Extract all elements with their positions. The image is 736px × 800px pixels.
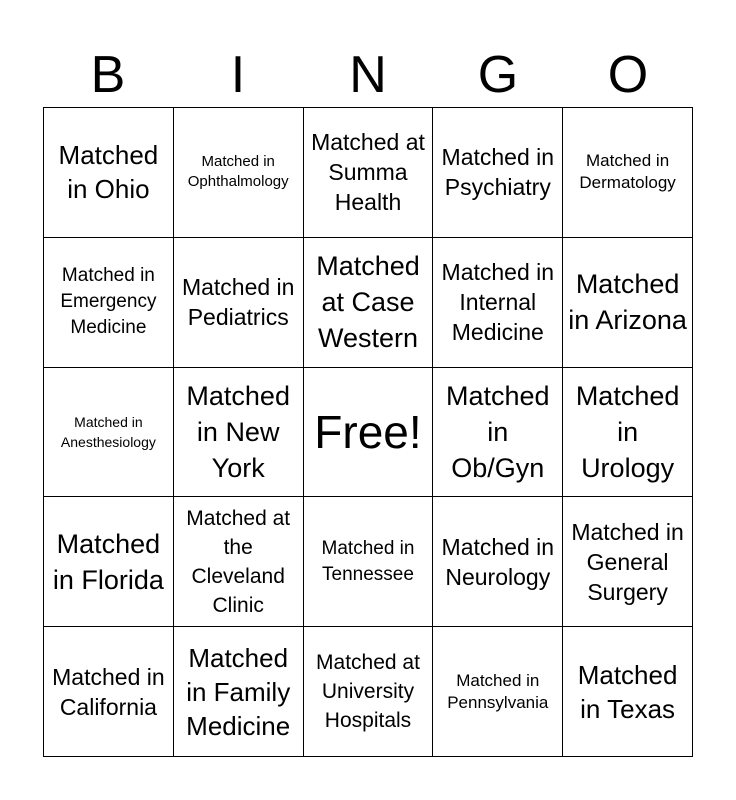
- cell-label: Matched in General Surgery: [571, 518, 684, 605]
- bingo-cell-r5-c1[interactable]: [44, 627, 174, 757]
- bingo-cell-r4-c4[interactable]: [433, 497, 563, 627]
- bingo-cell-r4-c1[interactable]: [44, 497, 174, 627]
- cell-label: Matched in New York: [186, 380, 290, 483]
- cell-label: Matched in Tennessee: [321, 537, 415, 585]
- cell-label: Matched in Emergency Medicine: [60, 265, 157, 339]
- cell-label: Matched in California: [52, 663, 165, 720]
- bingo-cell-r3-c1[interactable]: [44, 368, 174, 498]
- cell-label: Matched at the Cleveland Clinic: [186, 506, 291, 617]
- cell-label: Matched in Pediatrics: [181, 274, 295, 331]
- bingo-cell-r3-c2[interactable]: [174, 368, 304, 498]
- cell-label: Matched in Arizona: [568, 269, 687, 336]
- cell-label: Matched in Anesthesiology: [60, 413, 156, 450]
- bingo-cell-r2-c1[interactable]: [44, 238, 174, 368]
- bingo-cell-r4-c2[interactable]: [174, 497, 304, 627]
- bingo-cell-r2-c4[interactable]: [433, 238, 563, 368]
- bingo-cell-r2-c2[interactable]: [174, 238, 304, 368]
- cell-label: Matched in Neurology: [441, 533, 555, 590]
- cell-label: Matched at Summa Health: [311, 129, 425, 216]
- cell-label: Matched in Texas: [577, 659, 678, 724]
- bingo-cell-r1-c5[interactable]: [563, 108, 693, 238]
- header-letter-n: N: [349, 46, 387, 104]
- bingo-cell-r2-c5[interactable]: [563, 238, 693, 368]
- bingo-cell-r5-c5[interactable]: [563, 627, 693, 757]
- header-letter-o: O: [607, 46, 649, 104]
- cell-label: Matched in Pennsylvania: [447, 670, 549, 712]
- cell-label: Matched in Ob/Gyn: [446, 380, 550, 483]
- cell-label: Matched at Case Western: [316, 251, 420, 354]
- bingo-cell-r1-c2[interactable]: [174, 108, 304, 238]
- bingo-cell-r3-c4[interactable]: [433, 368, 563, 498]
- bingo-cell-r2-c3[interactable]: [304, 238, 434, 368]
- bingo-cell-r1-c1[interactable]: [44, 108, 174, 238]
- bingo-cell-r4-c5[interactable]: [563, 497, 693, 627]
- bingo-header: [43, 44, 693, 106]
- bingo-cell-r4-c3[interactable]: [304, 497, 434, 627]
- cell-label: Matched in Ohio: [58, 140, 159, 205]
- bingo-grid: [43, 107, 693, 757]
- header-letter-i: I: [230, 46, 246, 104]
- cell-label: Matched in Urology: [575, 380, 680, 483]
- cell-label: Matched in Ophthalmology: [187, 153, 289, 191]
- cell-label: Matched in Florida: [52, 528, 164, 595]
- bingo-cell-r5-c2[interactable]: [174, 627, 304, 757]
- header-letter-b: B: [90, 46, 126, 104]
- header-letter-g: G: [477, 46, 519, 104]
- cell-label: Matched in Dermatology: [579, 151, 676, 193]
- bingo-cell-r1-c4[interactable]: [433, 108, 563, 238]
- cell-label: Matched at University Hospitals: [316, 651, 420, 733]
- bingo-cell-r5-c4[interactable]: [433, 627, 563, 757]
- bingo-cell-r1-c3[interactable]: [304, 108, 434, 238]
- cell-label: Matched in Family Medicine: [186, 642, 291, 741]
- cell-label: Matched in Psychiatry: [441, 144, 555, 201]
- free-space-label: Free!: [314, 405, 422, 458]
- cell-label: Matched in Internal Medicine: [441, 259, 555, 346]
- bingo-cell-r3-c5[interactable]: [563, 368, 693, 498]
- bingo-cell-free[interactable]: [304, 368, 434, 498]
- bingo-cell-r5-c3[interactable]: [304, 627, 434, 757]
